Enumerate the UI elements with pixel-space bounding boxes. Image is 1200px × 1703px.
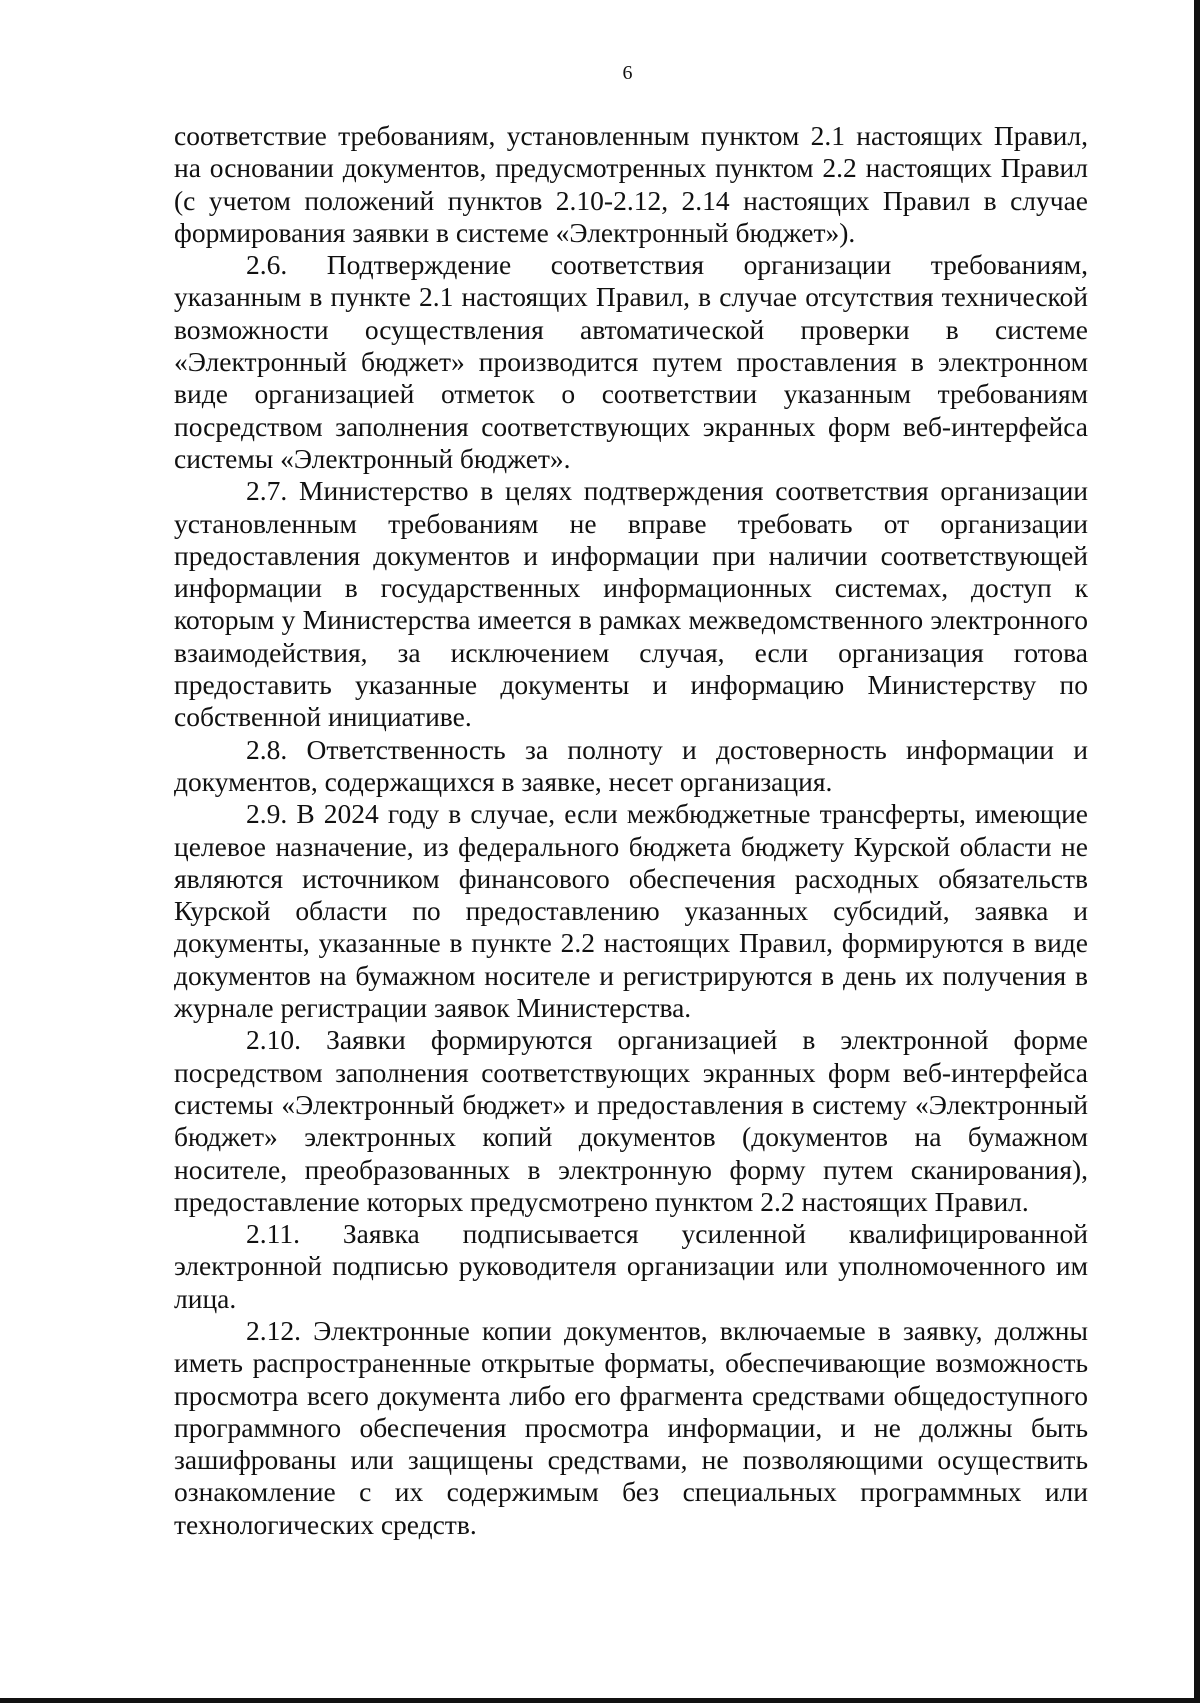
paragraph-2-7: 2.7. Министерство в целях подтверждения соответствия организации установленным требованиям не вправе требовать от организации предоставления документов и информации при наличии соответствующей информации в государственных информационных системах, доступ к которым у Министерства имеется в рамках межведомственного электронного взаимодействия, за исключением случая, если организация готова предоставить указанные документы и информацию Министерству по собственной инициативе. bbox=[174, 475, 1088, 733]
scan-border-bottom bbox=[0, 1698, 1200, 1703]
paragraph-2-8: 2.8. Ответственность за полноту и достоверность информации и документов, содержащихся в заявке, несет организация. bbox=[174, 733, 1088, 797]
paragraph-2-10: 2.10. Заявки формируются организацией в электронной форме посредством заполнения соответствующих экранных форм веб-интерфейса системы «Электронный бюджет» и предоставления в систему «Электронный бюджет» электронных копий документов (документов на бумажном носителе, преобразованных в электронную форму путем сканирования), предоставление которых предусмотрено пунктом 2.2 настоящих Правил. bbox=[174, 1024, 1088, 1217]
scan-border-right bbox=[1194, 0, 1200, 1703]
paragraph-continuation: соответствие требованиям, установленным пунктом 2.1 настоящих Правил, на основании документов, предусмотренных пунктом 2.2 настоящих Правил (с учетом положений пунктов 2.10-2.12, 2.14 настоящих Правил в случае формирования заявки в системе «Электронный бюджет»). bbox=[174, 120, 1088, 248]
paragraph-2-9: 2.9. В 2024 году в случае, если межбюджетные трансферты, имеющие целевое назначение, из федерального бюджета бюджету Курской области не являются источником финансового обеспечения расходных обязательств Курской области по предоставлению указанных субсидий, заявка и документы, указанные в пункте 2.2 настоящих Правил, формируются в виде документов на бумажном носителе и регистрируются в день их получения в журнале регистрации заявок Министерства. bbox=[174, 798, 1088, 1024]
paragraph-2-6: 2.6. Подтверждение соответствия организации требованиям, указанным в пункте 2.1 настоящих Правил, в случае отсутствия технической возможности осуществления автоматической проверки в системе «Электронный бюджет» производится путем проставления в электронном виде организацией отметок о соответствии указанным требованиям посредством заполнения соответствующих экранных форм веб-интерфейса системы «Электронный бюджет». bbox=[174, 249, 1088, 474]
page-number: 6 bbox=[622, 62, 633, 84]
paragraph-2-11: 2.11. Заявка подписывается усиленной квалифицированной электронной подписью руководителя организации или уполномоченного им лица. bbox=[174, 1218, 1088, 1314]
paragraph-2-12: 2.12. Электронные копии документов, включаемые в заявку, должны иметь распространенные открытые форматы, обеспечивающие возможность просмотра всего документа либо его фрагмента средствами общедоступного программного обеспечения просмотра информации, и не должны быть зашифрованы или защищены средствами, не позволяющими осуществить ознакомление с их содержимым без специальных программных или технологических средств. bbox=[174, 1314, 1088, 1540]
document-body bbox=[174, 120, 1088, 1541]
